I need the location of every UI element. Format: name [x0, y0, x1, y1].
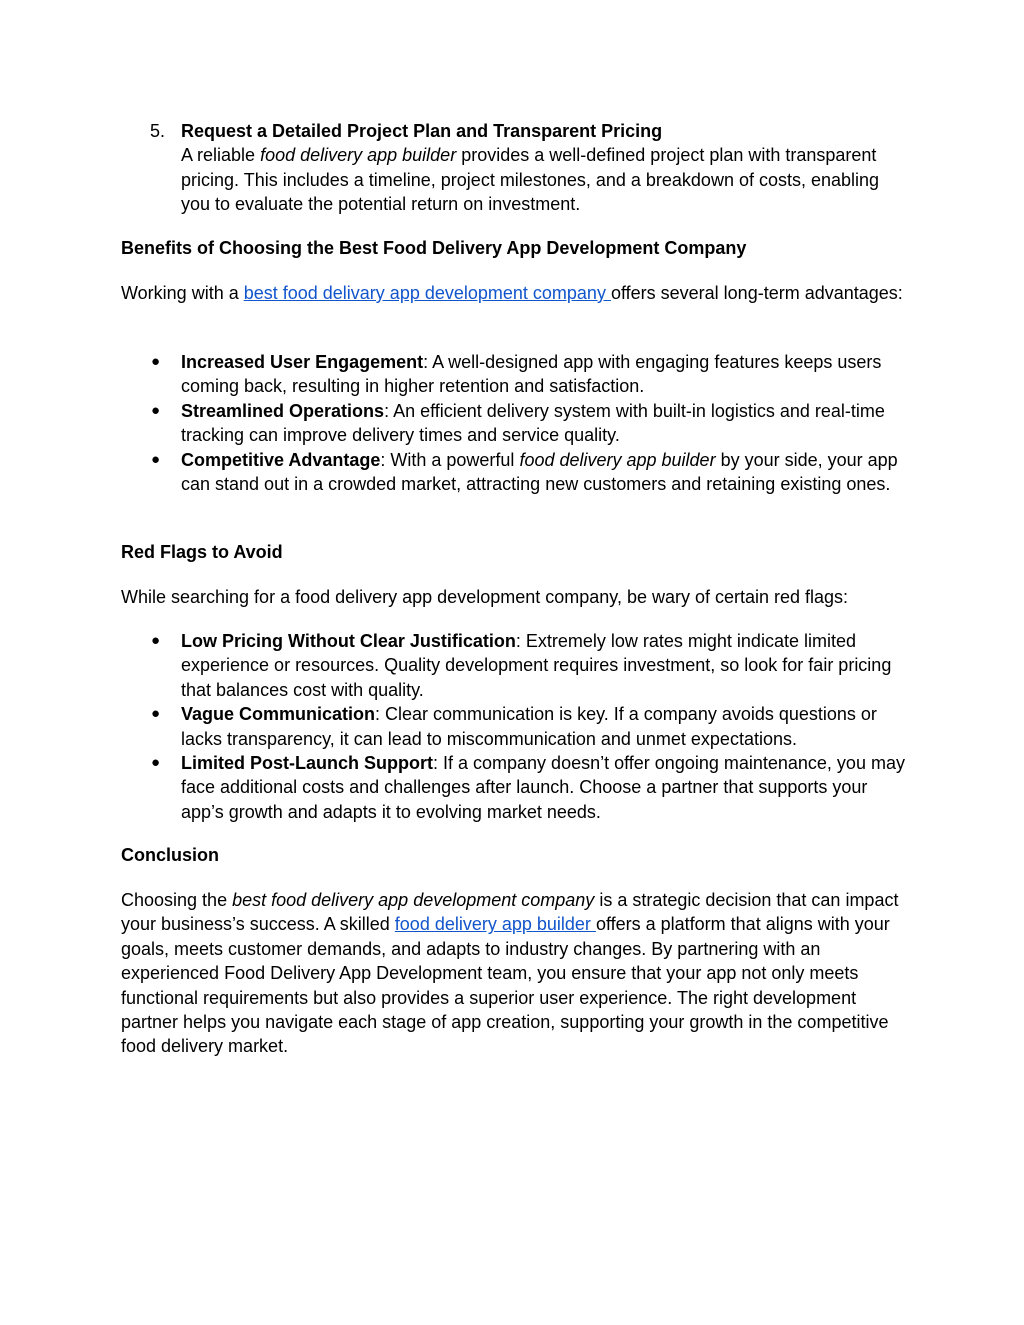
list-item-text: : With a powerful — [380, 449, 520, 470]
list-item-text: : Extremely low rates might indicate limited experience or resources. Quality development requires investment, so look for fair pricing that balances cost with quality. — [181, 631, 892, 700]
italic-phrase: food delivery app builder — [260, 145, 457, 166]
list-item-text: : Clear communication is key. If a company avoids questions or lacks transparency, it can lead to miscommunication and unmet expectations. — [181, 704, 877, 749]
text-run: offers several long-term advantages: — [610, 283, 903, 303]
list-item — [121, 350, 911, 399]
list-item-label: Vague Communication — [181, 704, 376, 725]
conclusion-paragraph — [121, 888, 911, 1059]
list-item-label: Low Pricing Without Clear Justification — [181, 631, 516, 651]
best-food-delivary-company-link[interactable]: best food delivary app development company — [243, 283, 611, 303]
list-item — [121, 448, 911, 497]
list-item-text: : If a company doesn’t offer ongoing maintenance, you may face additional costs and challenges after launch. Choose a partner that supports your app’s growth and adapts it to evolving market needs. — [181, 753, 905, 822]
list-item — [121, 399, 911, 448]
bullet-icon: ● — [151, 705, 161, 723]
section-heading-red-flags: Red Flags to Avoid — [121, 542, 283, 562]
list-item-label: Limited Post-Launch Support — [181, 753, 433, 774]
numbered-item-body — [181, 119, 911, 217]
bullet-icon: ● — [151, 450, 161, 468]
text-run: provides a well-defined project plan with transparent pricing. This includes a timeline, project milestones, and a breakdown of costs, enabling you to evaluate the potential return on investment. — [181, 145, 880, 215]
numbered-item-title: Request a Detailed Project Plan and Transparent Pricing — [181, 121, 663, 141]
bullet-icon: ● — [151, 401, 161, 419]
list-item-label: Streamlined Operations — [181, 400, 385, 421]
bullet-icon: ● — [151, 754, 161, 772]
italic-phrase: best food delivery app development company — [232, 890, 595, 910]
section-heading-benefits: Benefits of Choosing the Best Food Delivery App Development Company — [121, 238, 747, 258]
list-item-text: by your side, your app can stand out in a crowded market, attracting new customers and retaining existing ones. — [181, 449, 898, 495]
red-flags-intro-paragraph: While searching for a food delivery app development company, be wary of certain red flags: — [121, 587, 849, 607]
benefits-intro-paragraph — [121, 281, 911, 305]
list-number: 5. — [150, 121, 166, 141]
numbered-item-5 — [121, 119, 911, 217]
text-run: is a strategic decision that can impact your business’s success. A skilled — [121, 890, 899, 935]
list-item-label: Increased User Engagement — [181, 352, 424, 372]
text-run: Working with a — [121, 283, 244, 303]
benefits-list — [121, 350, 911, 496]
food-delivery-app-builder-link[interactable]: food delivery app builder — [394, 914, 596, 935]
list-item-text: : A well-designed app with engaging features keeps users coming back, resulting in higher retention and satisfaction. — [181, 352, 882, 397]
text-run: offers a platform that aligns with your goals, meets customer demands, and adapts to industry changes. By partnering with an experienced Food Delivery App Development team, you ensure that your app not only meets functional requirements but also provides a superior user experience. The right development partner helps you navigate each stage of app creation, supporting your growth in the competitive food delivery market. — [121, 914, 890, 1057]
text-run: Choosing the — [121, 890, 233, 910]
list-item-text: : An efficient delivery system with built-in logistics and real-time tracking can improve delivery times and service quality. — [181, 400, 885, 446]
bullet-icon: ● — [151, 353, 161, 370]
list-item — [121, 629, 911, 702]
list-item — [121, 751, 911, 824]
list-item-label: Competitive Advantage — [181, 449, 381, 470]
bullet-icon: ● — [151, 632, 161, 649]
numbered-item-text — [181, 143, 911, 216]
text-run: A reliable — [181, 145, 261, 166]
italic-phrase: food delivery app builder — [519, 449, 716, 470]
list-item — [121, 702, 911, 751]
red-flags-list — [121, 629, 911, 824]
section-heading-conclusion: Conclusion — [121, 845, 219, 865]
